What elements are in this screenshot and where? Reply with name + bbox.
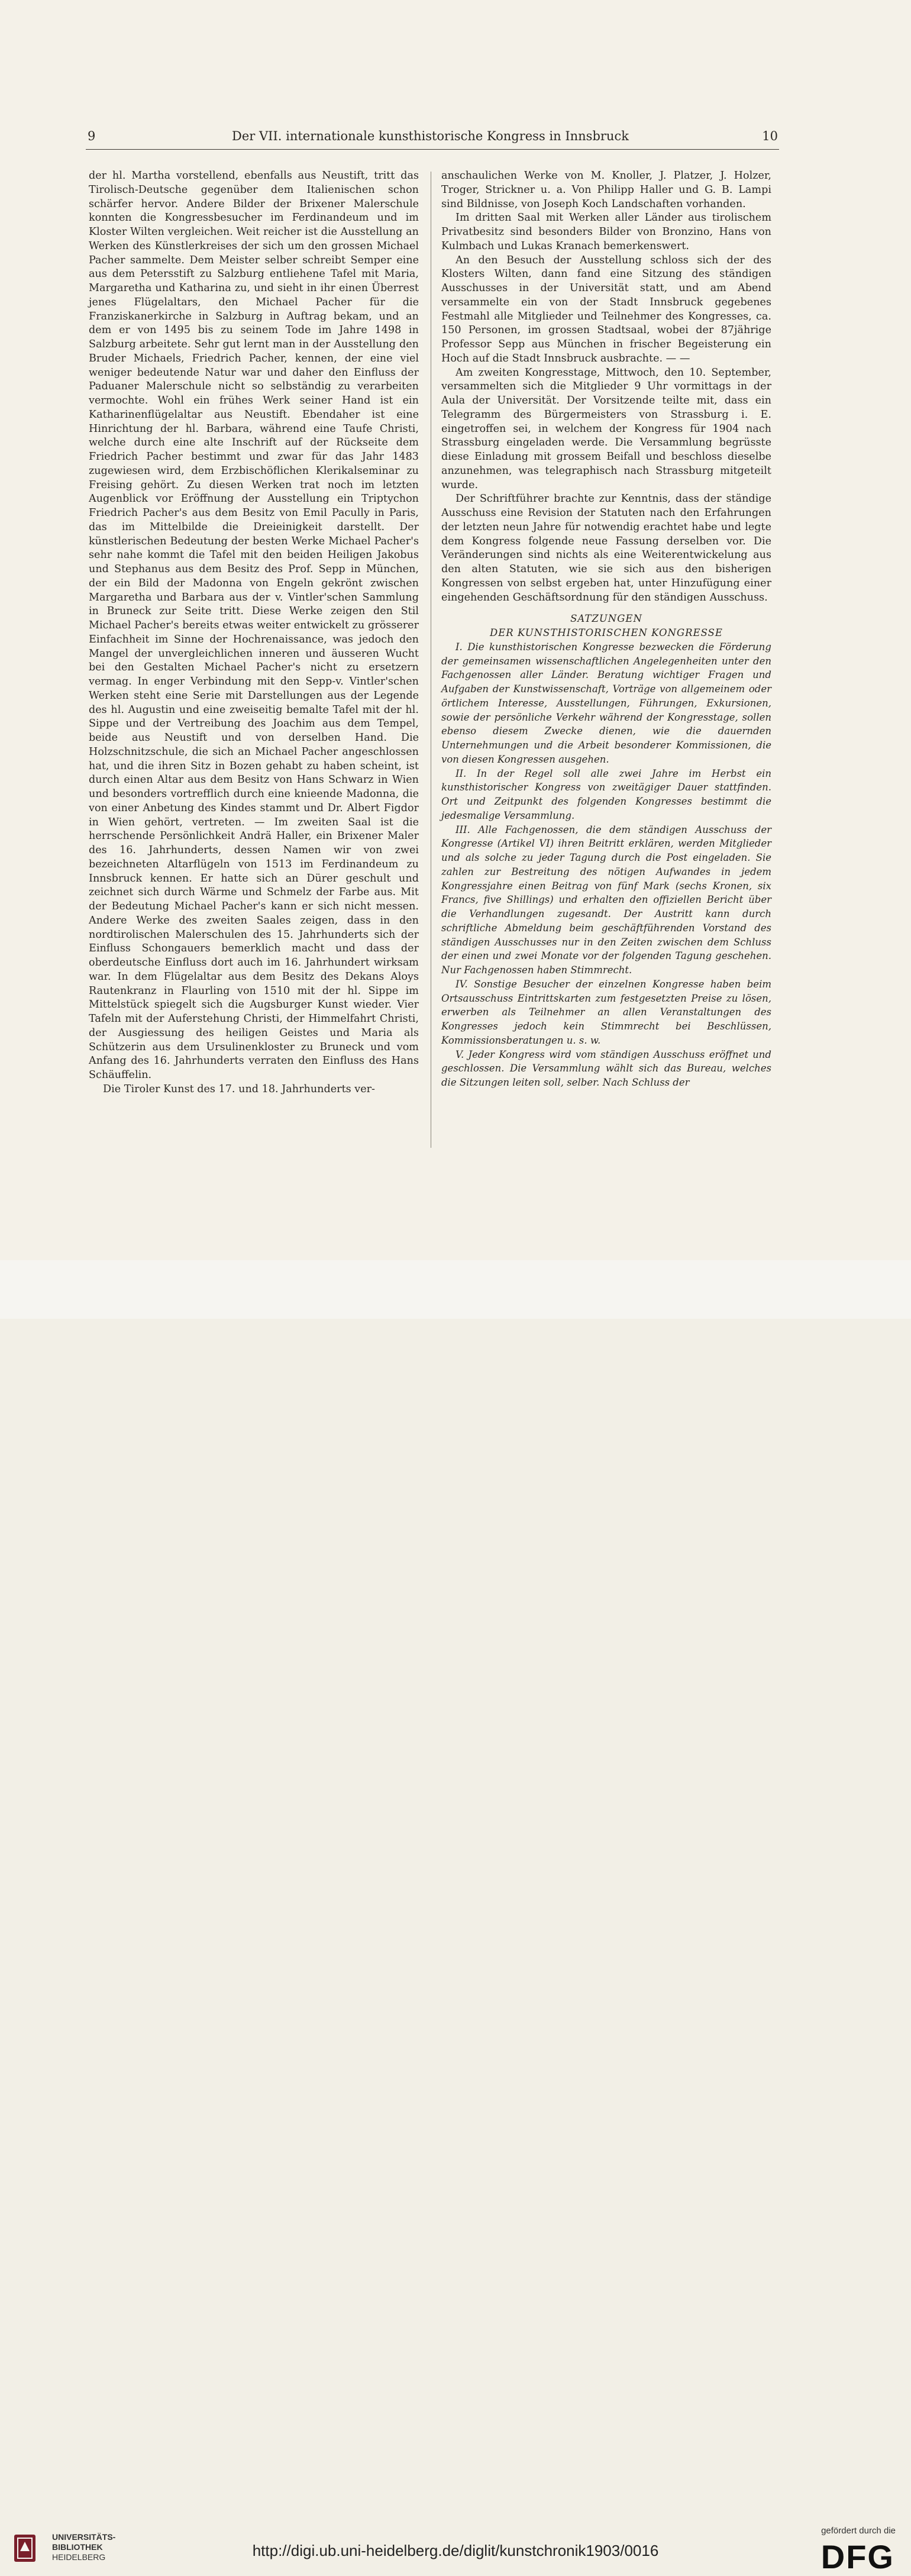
- statute-article: IV. Sonstige Besucher der einzelnen Kongresse haben beim Ortsausschuss Eintrittskarten zum festgesetzten Preise zu lösen, erwerben als Teilnehmer an allen Veranstaltungen des Kongresses jedoch kein Stimmrecht bei Beschlüssen, Kommissionsberatungen u. s. w.: [441, 978, 771, 1046]
- right-column: [441, 169, 771, 1090]
- paragraph: An den Besuch der Ausstellung schloss sich der des Klosters Wilten, dann fand eine Sitzung des ständigen Ausschusses in der Universität statt, und am Abend versammelte ein von der Stadt Innsbruck gegebenes Festmahl alle Mitglieder und Teilnehmer des Kongresses, ca. 150 Personen, im grossen Stadtsaal, wobei der 87jährige Professor Sepp aus München in frischer Begeisterung ein Hoch auf die Stadt Innsbruck ausbrachte. — —: [441, 254, 771, 364]
- funding-note: gefördert durch die: [821, 2526, 896, 2536]
- left-column: [89, 169, 419, 1097]
- dfg-logo: DFG: [820, 2538, 894, 2575]
- page-number-left: 9: [88, 129, 96, 143]
- library-line: BIBLIOTHEK: [52, 2542, 103, 2552]
- scanned-page: [0, 0, 911, 1260]
- statute-article: V. Jeder Kongress wird vom ständigen Ausschuss eröffnet und geschlossen. Die Versammlung wählt sich das Bureau, welches die Sitzungen leiten soll, selber. Nach Schluss der: [441, 1048, 771, 1088]
- header-rule: [86, 149, 779, 150]
- paragraph: Am zweiten Kongresstage, Mittwoch, den 10. September, versammelten sich die Mitglieder 9 Uhr vormittags in der Aula der Universität. Der Vorsitzende teilte mit, dass ein Telegramm des Bürgermeisters von Strassburg i. E. eingetroffen sei, in welchem der Kongress für 1904 nach Strassburg eingeladen werde. Die Versammlung begrüsste diese Einladung mit grossem Beifall und beschloss dieselbe anzunehmen, was telegraphisch nach Strassburg mitgeteilt wurde.: [441, 366, 771, 491]
- statute-article: II. In der Regel soll alle zwei Jahre im Herbst ein kunsthistorischer Kongress von zweitägiger Dauer stattfinden. Ort und Zeitpunkt des folgenden Kongresses bestimmt die jedesmalige Versammlung.: [441, 767, 771, 821]
- paragraph: der hl. Martha vorstellend, ebenfalls aus Neustift, tritt das Tirolisch-Deutsche gegenüber dem Italienischen schon schärfer hervor. Andere Bilder der Brixener Malerschule konnten die Kongressbesucher im Ferdinandeum und im Kloster Wilten vergleichen. Weit reicher ist die Ausstellung an Werken des Künstlerkreises der sich um den grossen Michael Pacher sammelte. Dem Meister selber schreibt Semper eine aus dem Petersstift zu Salzburg entliehene Tafel mit Maria, Margaretha und Katharina zu, und sieht in ihr einen Überrest jenes Flügelaltars, den Michael Pacher für die Franziskanerkirche in Salzburg in Auftrag bekam, und an dem er von 1495 bis zu seinem Tode im Jahre 1498 in Salzburg arbeitete. Sehr gut lernt man in der Ausstellung den Bruder Michaels, Friedrich Pacher, kennen, der eine viel weniger bedeutende Natur war und daher den Einfluss der Paduaner Malerschule nicht so selbständig zu verarbeiten vermochte. Wohl ein frühes Werk seiner Hand ist ein Katharinenflügelaltar aus Neustift. Ebendaher ist eine Hinrichtung der hl. Barbara, während eine Taufe Christi, welche durch eine alte Inschrift auf der Rückseite dem Friedrich Pacher bestimmt und zwar für das Jahr 1483 zugewiesen wird, dem Erzbischöflichen Klerikalseminar zu Freising gehört. Zu diesen Werken trat noch im letzten Augenblick vor Eröffnung der Ausstellung ein Triptychon Friedrich Pacher's aus dem Besitz von Emil Pacully in Paris, das im Mittelbilde die Dreieinigkeit darstellt. Der künstlerischen Bedeutung der besten Werke Michael Pacher's sehr nahe kommt die Tafel mit den beiden Heiligen Jakobus und Stephanus aus dem Besitz des Prof. Sepp in München, der ein Bild der Madonna von Engeln gekrönt zwischen Margaretha und Barbara aus der v. Vintler'schen Sammlung in Bruneck zur Seite tritt. Diese Werke zeigen den Stil Michael Pacher's bereits etwas weiter entwickelt zu grösserer Einfachheit im Sinne der Hochrenaissance, was jedoch den Mangel der unvergleichlichen inneren und äusseren Wucht bei den Gestalten Michael Pacher's nicht zu ersetzern vermag. In enger Verbindung mit den Sepp-v. Vintler'schen Werken steht eine Serie mit Darstellungen aus der Legende des hl. Augustin und eine zweiseitig bemalte Tafel mit der hl. Sippe und der Vertreibung des Joachim aus dem Tempel, beide aus Neustift und von derselben Hand. Die Holzschnitzschule, die sich an Michael Pacher angeschlossen hat, und die ihren Sitz in Bozen gehabt zu haben scheint, ist durch einen Altar aus dem Besitz von Hans Schwarz in Wien und besonders vortrefflich durch eine knieende Madonna, die von einer Anbetung des Kindes stammt und Dr. Albert Figdor in Wien gehört, vertreten. — Im zweiten Saal ist die herrschende Persönlichkeit Andrä Haller, ein Brixener Maler des 16. Jahrhunderts, dessen Namen wir von zwei bezeichneten Altarflügeln von 1513 im Ferdinandeum zu Innsbruck kennen. Er hatte sich an Dürer geschult und zeichnet sich durch Wärme und Schmelz der Farbe aus. Mit der Bedeutung Michael Pacher's kann er sich nicht messen. Andere Werke des zweiten Saales zeigen, dass in den nordtirolischen Malerschulen des 15. Jahrhunderts sich der Einfluss Schongauers bemerklich macht und dass der oberdeutsche Einfluss dort auch im 16. Jahrhundert wirksam war. In dem Flügelaltar aus dem Besitz des Dekans Aloys Rautenkranz in Flaurling von 1510 mit der hl. Sippe im Mittelstück spiegelt sich die Augsburger Kunst wieder. Vier Tafeln mit der Auferstehung Christi, der Himmelfahrt Christi, der Ausgiessung des heiligen Geistes und Maria als Schützerin aus dem Ursulinenkloster zu Bruneck und vom Anfang des 16. Jahrhunderts verraten den Einfluss des Hans Schäuffelin.: [89, 170, 419, 1081]
- paragraph: anschaulichen Werke von M. Knoller, J. Platzer, J. Holzer, Troger, Strickner u. a. Von Philipp Haller und G. B. Lampi sind Bildnisse, von Joseph Koch Landschaften vorhanden.: [441, 170, 771, 210]
- page-number-right: 10: [762, 129, 778, 143]
- library-line: HEIDELBERG: [52, 2552, 106, 2562]
- paragraph: Die Tiroler Kunst des 17. und 18. Jahrhunderts ver-: [103, 1083, 375, 1095]
- running-header: [83, 125, 778, 149]
- paragraph: Der Schriftführer brachte zur Kenntnis, dass der ständige Ausschuss eine Revision der Statuten nach den Erfahrungen der letzten neun Jahre für notwendig erachtet habe und legte dem Kongress folgende neue Fassung derselben vor. Die Veränderungen sind nichts als eine Weiterentwickelung aus den alten Statuten, wie sie sich aus den bisherigen Kongressen von selbst ergeben hat, unter Hinzufügung einer eingehenden Geschäftsordnung für den ständigen Ausschuss.: [441, 493, 771, 603]
- statute-article: I. Die kunsthistorischen Kongresse bezwecken die Förderung der gemeinsamen wissenschaftlichen Angelegenheiten unter den Fachgenossen aller Länder. Beratung wichtiger Fragen und Aufgaben der Kunstwissenschaft, Vorträge von allgemeinem oder örtlichem Interesse, Ausstellungen, Führungen, Exkursionen, sowie der persönliche Verkehr während der Kongresstage, sollen ebenso diesem Zwecke dienen, wie die dauernden Unternehmungen und die Arbeit besonderer Kommissionen, die von diesen Kongressen ausgehen.: [441, 641, 771, 765]
- statutes-heading: SATZUNGEN: [570, 613, 642, 625]
- statute-article: III. Alle Fachgenossen, die dem ständigen Ausschuss der Kongresse (Artikel VI) ihren Beitritt erklären, werden Mitglieder und als solche zu jeder Tagung durch die Post eingeladen. Sie zahlen zur Bestreitung des nötigen Aufwandes in jedem Kongressjahre einen Beitrag von fünf Mark (sechs Kronen, six Francs, five Shillings) und erhalten den offiziellen Bericht über die Verhandlungen zugesandt. Der Austritt kann durch schriftliche Abmeldung beim geschäftführenden Vorstand des ständigen Ausschusses nur in den Zeiten zwischen dem Schluss der einen und zwei Monate vor der folgenden Tagung geschehen. Nur Fachgenossen haben Stimmrecht.: [441, 824, 771, 976]
- paragraph: Im dritten Saal mit Werken aller Länder aus tirolischem Privatbesitz sind besonders Bilder von Bronzino, Hans von Kulmbach und Lukas Kranach bemerkenswert.: [441, 212, 771, 252]
- library-line: UNIVERSITÄTS-: [52, 2532, 116, 2542]
- statutes-subheading: DER KUNSTHISTORISCHEN KONGRESSE: [490, 627, 723, 638]
- running-title: Der VII. internationale kunsthistorische Kongress in Innsbruck: [232, 129, 629, 143]
- permalink-url[interactable]: http://digi.ub.uni-heidelberg.de/diglit/kunstchronik1903/0016: [252, 2542, 659, 2559]
- viewer-footer: [0, 1260, 911, 2575]
